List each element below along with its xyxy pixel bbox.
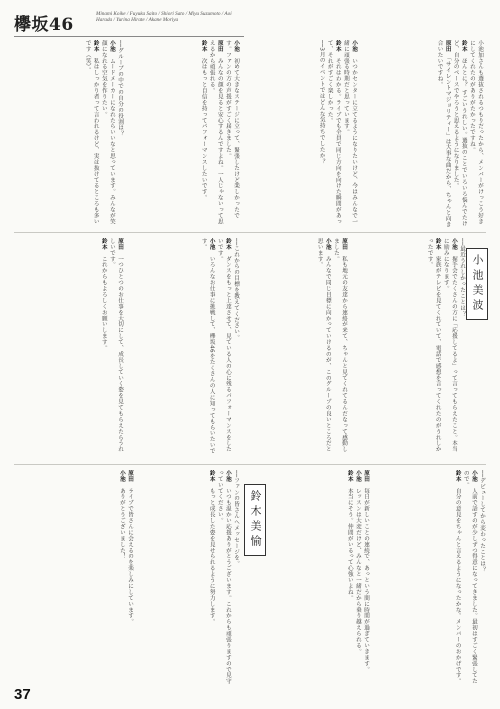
text-column (356, 238, 466, 458)
interview-paragraph (126, 470, 134, 688)
speech-text: 「サイレントマジョリティー」は大事な曲だから、ちゃんと向き合いたいですね。 (436, 40, 451, 228)
interview-paragraph (452, 40, 468, 228)
text-column (130, 40, 240, 228)
text-column (34, 470, 134, 688)
speech-text: 自分の意見をちゃんと言えるようになったかな。メンバーのおかげです。 (454, 487, 461, 685)
speaker-name: 小池 (108, 40, 115, 58)
band-divider (14, 464, 486, 465)
speech-text: レッスンは大変だけど、みんなと一緒だから乗り越えられる。 (354, 487, 361, 655)
interview-paragraph (116, 40, 124, 228)
speech-text: ──グループの中での自分の役割は？ (117, 40, 123, 137)
speaker-name: 小池 (470, 470, 477, 488)
text-column (130, 238, 240, 458)
speech-text: 一つひとつのお仕事を大切にして、成長していく姿を見てもらえたらうれしいです。 (108, 238, 123, 453)
speaker-name: 小池 (351, 40, 357, 58)
interview-paragraph (232, 238, 240, 458)
speech-text: これからもよろしくお願いします。 (100, 255, 107, 352)
interview-paragraph (208, 40, 224, 228)
speaker-name: 鈴本 (334, 40, 341, 58)
speech-text: ダンスをもっと上達させて、見ている人の心に残るパフォーマンスをしたいです。 (216, 238, 231, 453)
speech-text: 初めて大きなステージに立って、緊張したけど楽しかったです。ファンの方の声援がすごく届きました。 (224, 40, 239, 219)
speaker-name: 鈴本 (346, 470, 353, 488)
interview-paragraph (326, 40, 342, 228)
speech-text: 人前で話すのが少しずつ得意になってきました。最初はすごく緊張してたので。 (462, 470, 477, 685)
text-column (248, 40, 358, 228)
speech-text: ありがとうございました！ (118, 487, 125, 560)
interview-paragraph (332, 238, 348, 458)
speech-text: ──デビューしてから変わったことは？ (479, 470, 485, 573)
interview-paragraph (118, 470, 126, 688)
interview-paragraph (100, 238, 108, 458)
name-plate-suzumoto: 鈴木美愉 (244, 484, 266, 556)
interview-paragraph (454, 470, 462, 688)
interview-paragraph (426, 238, 442, 458)
name-plate-koike: 小池美波 (466, 248, 488, 320)
speech-text: ──3月のイベントではどんな気持ちでしたか？ (318, 40, 325, 165)
speech-text: ──最近うれしかったことは？ (459, 238, 465, 317)
speech-text: ──ファンの皆さんへメッセージを。 (233, 470, 239, 567)
speaker-name: 鈴本 (454, 470, 461, 488)
interview-paragraph (318, 40, 326, 228)
interview-paragraph (468, 40, 484, 228)
speech-text: 小池加さんも選抜されるつもりだったから、メンバーがけっこう好きにしてくれたのがありがたかったですね。 (468, 40, 483, 225)
speech-text: ──これからの目標を教えてください。 (233, 238, 239, 341)
interview-paragraph (100, 40, 116, 228)
interview-paragraph (108, 238, 124, 458)
speaker-name: 小池 (354, 470, 361, 488)
interview-paragraph (342, 40, 358, 228)
text-column (270, 470, 370, 688)
member-names: Minami Koike / Fuyuka Saito / Shiori Sato / Miyu Suzumoto / Aoi Harada / Yurina Hirate / Akane Moriya (96, 11, 232, 24)
speaker-name: 原田 (444, 40, 451, 58)
interview-paragraph (232, 470, 240, 688)
interview-paragraph (200, 238, 216, 458)
speech-text: 毎日が新しいことの連続で、あっという間に時間が過ぎていきます。 (363, 487, 369, 673)
text-column (376, 470, 486, 688)
speaker-name: 原田 (127, 470, 133, 488)
speaker-name: 原田 (341, 238, 347, 256)
speech-text: 私も地元の友達から連絡が来て、ちゃんと見てくれてるんだなって感動しました。 (332, 238, 347, 453)
group-title: 欅坂46 (14, 15, 74, 35)
speech-text: 家族がテレビを見てくれていて、電話で感想を言ってくれたのがうれしかったです。 (426, 238, 441, 453)
speaker-name: 小池 (324, 238, 331, 256)
speech-text: 握手会でたくさんの方に「応援してるよ」って言ってもらえたこと。本当に励みになります。 (442, 238, 457, 453)
speaker-name: 小池 (118, 470, 125, 488)
speech-text: いつかセンターに立てるようになりたいけど、今はみんなで一緒に頑張る時期だと思っています。 (342, 40, 357, 225)
speaker-name: 鈴本 (100, 238, 107, 256)
interview-paragraph (458, 238, 466, 458)
speech-text: 本当にそう。仲間がいるって心強いよね。 (346, 487, 353, 601)
text-column (14, 238, 124, 458)
speech-text: みんなで同じ目標に向かっていけるのが、このグループの良いところだと思います。 (316, 238, 331, 453)
speech-text: みんなの顔を見ると安心するんですよね。一人じゃないって思えるから頑張れる。 (208, 40, 223, 225)
speaker-name: 小池 (224, 470, 231, 488)
speaker-name: 原田 (117, 238, 123, 256)
text-column (364, 40, 484, 228)
interview-paragraph (462, 470, 478, 688)
speech-text: いつも温かい応援ありがとうございます。これからも頑張りますので見守っていてください。 (216, 470, 231, 685)
text-column (248, 238, 348, 458)
interview-paragraph (442, 238, 458, 458)
speech-text: 次はもっと自信を持ってパフォーマンスしたいです。 (200, 57, 207, 201)
speaker-name: 鈴本 (434, 238, 441, 256)
speaker-name: 鈴本 (460, 40, 467, 58)
interview-paragraph (316, 238, 332, 458)
interview-paragraph (362, 470, 370, 688)
speech-text: もっと成長した姿を見せられるように努力します。 (208, 487, 215, 625)
interview-paragraph (435, 40, 451, 228)
interview-paragraph (216, 470, 232, 688)
interview-paragraph (200, 40, 208, 228)
interview-paragraph (346, 470, 354, 688)
interview-paragraph (478, 470, 486, 688)
speech-text: ほんとに？ すごいうれしい。選抜のことでいろいろ悩んでたけど、自分のペースでやろうと思えるようになりました。 (452, 40, 467, 227)
speaker-name: 小池 (450, 238, 457, 256)
speaker-name: 小池 (233, 40, 239, 58)
speech-text: 私はしっかり者って言われるけど、実は抜けてるところも多いです（笑）。 (84, 40, 99, 225)
speaker-name: 原田 (216, 40, 223, 58)
interview-paragraph (216, 238, 232, 458)
speech-text: ライブで皆さんに会えるのを楽しみにしています。 (127, 487, 133, 625)
text-column (140, 470, 240, 688)
header-divider (14, 36, 244, 37)
interview-paragraph (224, 40, 240, 228)
speech-text: ムードメーカーになれたらいいなと思っています。みんなが笑顔になれる空気を作りたい。 (100, 40, 115, 225)
speaker-name: 鈴本 (224, 238, 231, 256)
speaker-name: 鈴本 (208, 470, 215, 488)
interview-paragraph (354, 470, 362, 688)
interview-paragraph (84, 40, 100, 228)
speaker-name: 鈴本 (92, 40, 99, 58)
band-divider (14, 232, 486, 233)
speaker-name: 原田 (363, 470, 369, 488)
page-number: 37 (14, 686, 31, 703)
interview-paragraph (208, 470, 216, 688)
speech-text: それはわかる。ライブでも全員で同じ方向を向けた瞬間があって、それがすごく楽しかった。 (326, 40, 341, 225)
speaker-name: 鈴本 (200, 40, 207, 58)
speech-text: いろんなお仕事に挑戦して、欅坂46をたくさんの人に知ってもらいたいです。 (200, 238, 215, 455)
speaker-name: 小池 (208, 238, 215, 256)
text-column (14, 40, 124, 228)
